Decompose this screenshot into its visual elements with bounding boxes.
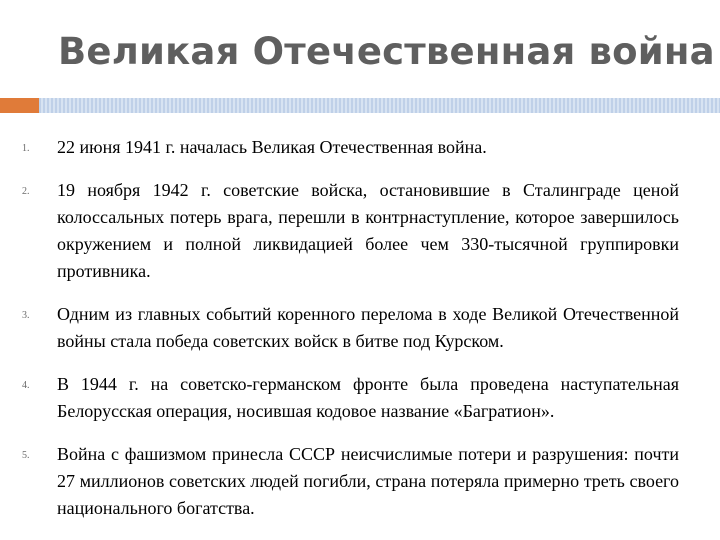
list-text: Война с фашизмом принесла СССР неисчислимые потери и разрушения: почти 27 миллионов советских людей погибли, страна потеряла примерно треть своего национального богатства. — [57, 444, 679, 518]
list-text: Одним из главных событий коренного перелома в ходе Великой Отечественной войны стала победа советских войск в битве под Курском. — [57, 304, 679, 351]
list-number: 3. — [22, 310, 30, 321]
list-item — [0, 177, 720, 285]
list-number: 1. — [22, 143, 30, 154]
event-list — [0, 134, 720, 538]
list-text: 22 июня 1941 г. началась Великая Отечественная война. — [57, 137, 487, 157]
list-item — [0, 134, 720, 161]
list-text: 19 ноября 1942 г. советские войска, остановившие в Сталинграде ценой колоссальных потерь врага, перешли в контрнаступление, которое завершилось окружением и полной ликвидацией более чем 330-тысячной группировки противника. — [57, 180, 679, 281]
list-number: 5. — [22, 450, 30, 461]
list-number: 4. — [22, 380, 30, 391]
list-item — [0, 441, 720, 522]
list-item — [0, 301, 720, 355]
title-stripe-bar — [39, 98, 720, 113]
slide-title: Великая Отечественная война — [58, 30, 715, 73]
list-number: 2. — [22, 186, 30, 197]
list-text: В 1944 г. на советско-германском фронте была проведена наступательная Белорусская операция, носившая кодовое название «Багратион». — [57, 374, 679, 421]
title-accent-bar — [0, 98, 39, 113]
list-item — [0, 371, 720, 425]
